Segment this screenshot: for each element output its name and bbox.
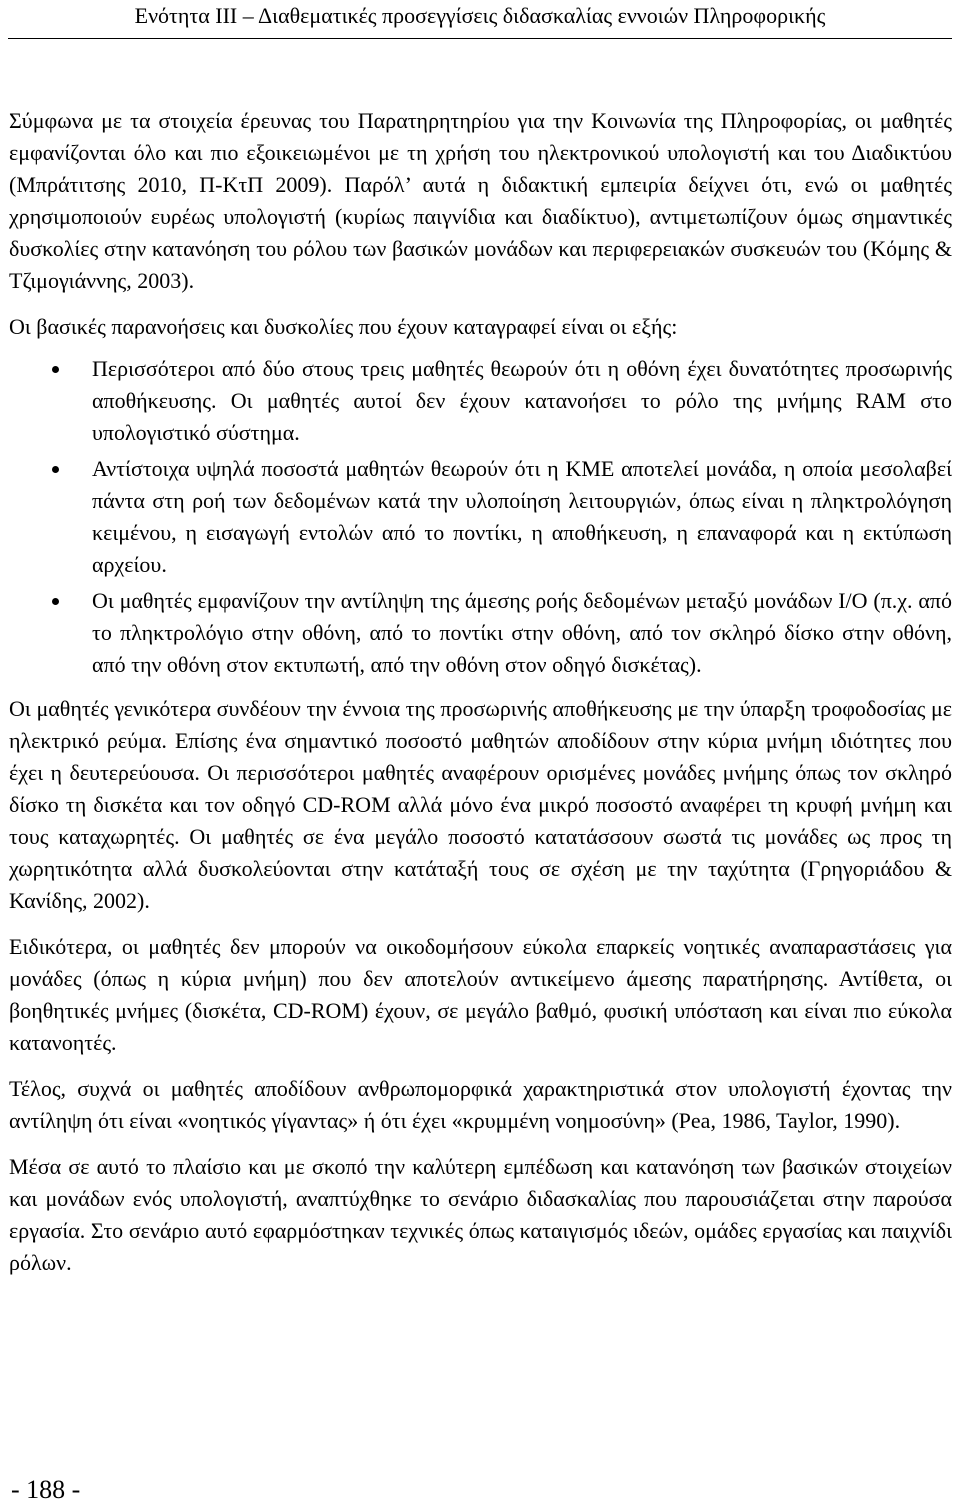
list-item: [9, 353, 952, 449]
page-header: [0, 0, 960, 31]
list-item-text: Οι μαθητές εμφανίζουν την αντίληψη της άμεσης ροής δεδομένων μεταξύ μονάδων I/O (π.χ. από το πληκτρολόγιο στην οθόνη, από το ποντίκι στην οθόνη, από τον σκληρό δίσκο στην οθόνη, από την οθόνη στον εκτυπωτή, από την οθόνη στον οδηγό δισκέτας).: [92, 588, 952, 677]
page-number: - 188 -: [11, 1475, 81, 1504]
paragraph-specifically: Ειδικότερα, οι μαθητές δεν μπορούν να οικοδομήσουν εύκολα επαρκείς νοητικές αναπαραστάσεις για μονάδες (όπως η κύρια μνήμη) που δεν αποτελούν αντικείμενο άμεσης παρατήρησης. Αντίθετα, οι βοηθητικές μνήμες (δισκέτα, CD-ROM) έχουν, σε μεγάλο βαθμό, φυσική υπόσταση και είναι πιο εύκολα κατανοητές.: [9, 934, 952, 1055]
paragraph-finally: Τέλος, συχνά οι μαθητές αποδίδουν ανθρωπομορφικά χαρακτηριστικά στον υπολογιστή έχοντας την αντίληψη ότι είναι «νοητικός γίγαντας» ή ότι έχει «κρυμμένη νοημοσύνη» (Pea, 1986, Taylor, 1990).: [9, 1076, 952, 1133]
list-item: [9, 453, 952, 581]
paragraph-scenario: Μέσα σε αυτό το πλαίσιο και με σκοπό την καλύτερη εμπέδωση και κατανόηση των βασικών στοιχείων και μονάδων ενός υπολογιστή, αναπτύχθηκε το σενάριο διδασκαλίας που παρουσιάζεται στην παρούσα εργασία. Στο σενάριο αυτό εφαρμόστηκαν τεχνικές όπως καταιγισμός ιδεών, ομάδες εργασίας και παιχνίδι ρόλων.: [9, 1154, 952, 1275]
document-body: [9, 105, 952, 1293]
bullet-icon: [52, 598, 59, 605]
paragraph-memory: Οι μαθητές γενικότερα συνδέουν την έννοια της προσωρινής αποθήκευσης με την ύπαρξη τροφοδοσίας με ηλεκτρικό ρεύμα. Επίσης ένα σημαντικό ποσοστό μαθητών αποδίδουν στην κύρια μνήμη ιδιότητες που έχει η δευτερεύουσα. Οι περισσότεροι μαθητές αναφέρουν ορισμένες μονάδες μνήμης όπως τον σκληρό δίσκο τη δισκέτα και τον οδηγό CD-ROM αλλά μόνο ένα μικρό ποσοστό αναφέρει τη κρυφή μνήμη και τους καταχωρητές. Οι μαθητές σε ένα μεγάλο ποσοστό κατατάσσουν σωστά τις μονάδες ως προς τη χωρητικότητα αλλά δυσκολεύονται στην κατάταξή τους σε σχέση με την ταχύτητα (Γρηγοριάδου & Κανίδης, 2002).: [9, 696, 952, 913]
bullet-icon: [52, 466, 59, 473]
header-title: Ενότητα ΙΙΙ – Διαθεματικές προσεγγίσεις διδασκαλίας εννοιών Πληροφορικής: [134, 3, 826, 28]
list-item-text: Αντίστοιχα υψηλά ποσοστά μαθητών θεωρούν ότι η ΚΜΕ αποτελεί μονάδα, η οποία μεσολαβεί πάντα στη ροή των δεδομένων κατά την υλοποίηση λειτουργιών, όπως είναι η πληκτρολόγηση κειμένου, η εισαγωγή εντολών από το ποντίκι, η αποθήκευση, η επαναφορά και η εκτύπωση αρχείου.: [92, 456, 952, 577]
list-item: [9, 585, 952, 681]
paragraph-intro: Σύμφωνα με τα στοιχεία έρευνας του Παρατηρητηρίου για την Κοινωνία της Πληροφορίας, οι μαθητές εμφανίζονται όλο και πιο εξοικειωμένοι με τη χρήση του ηλεκτρονικού υπολογιστή και του Διαδικτύου (Μπράτιτσης 2010, Π-ΚτΠ 2009). Παρόλ’ αυτά η διδακτική εμπειρία δείχνει ότι, ενώ οι μαθητές χρησιμοποιούν ευρέως υπολογιστή (κυρίως παιγνίδια και διαδίκτυο), αντιμετωπίζουν όμως σημαντικές δυσκολίες στην κατανόηση του ρόλου των βασικών μονάδων και περιφερειακών συσκευών του (Κόμης & Τζιμογιάννης, 2003).: [9, 108, 952, 293]
paragraph-list-lead: Οι βασικές παρανοήσεις και δυσκολίες που έχουν καταγραφεί είναι οι εξής:: [9, 314, 678, 339]
misconceptions-list: [9, 353, 952, 681]
bullet-icon: [52, 366, 59, 373]
list-item-text: Περισσότεροι από δύο στους τρεις μαθητές θεωρούν ότι η οθόνη έχει δυνατότητες προσωρινής αποθήκευσης. Οι μαθητές αυτοί δεν έχουν κατανοήσει το ρόλο της μνήμης RAM στο υπολογιστικό σύστημα.: [92, 356, 952, 445]
header-divider: [8, 38, 952, 39]
